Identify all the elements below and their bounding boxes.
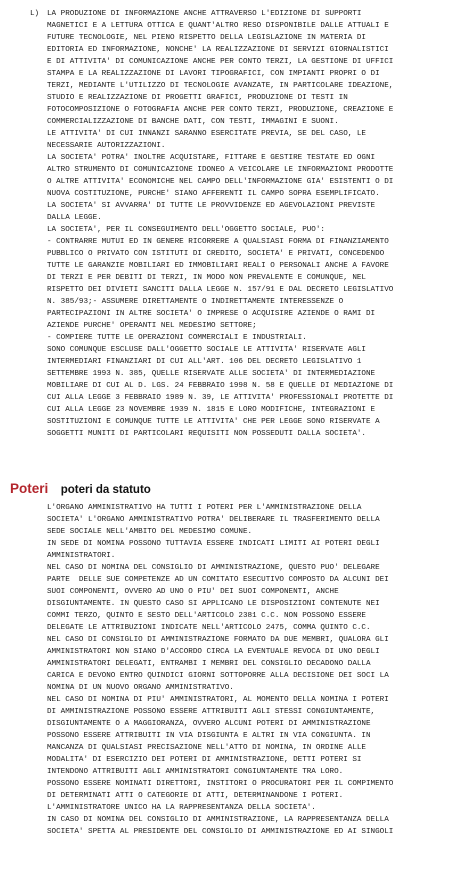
text-line: RISPETTO DEI DIVIETI SANCITI DALLA LEGGE N. 157/91 E DAL DECRETO LEGISLATIVO	[47, 286, 394, 294]
text-line: NEL CASO DI NOMINA DEL CONSIGLIO DI AMMINISTRAZIONE, QUESTO PUO' DELEGARE	[47, 564, 380, 572]
section-title: Poteri	[10, 481, 49, 496]
text-line: FOTOCOMPOSIZIONE O FOTOGRAFIA ANCHE PER CONTO TERZI, PRODUZIONE, CREAZIONE E	[47, 106, 394, 114]
text-line: O ALTRE ATTIVITA' ECONOMICHE NEL CAMPO DELL'INFORMAZIONE GIA' ESISTENTI O DI	[47, 178, 394, 186]
text-line: LA PRODUZIONE DI INFORMAZIONE ANCHE ATTRAVERSO L'EDIZIONE DI SUPPORTI	[47, 10, 362, 18]
text-line: FUTURE TECNOLOGIE, NEL PIENO RISPETTO DELLA LEGISLAZIONE IN MATERIA DI	[47, 34, 366, 42]
text-line: INTERMEDIARI FINANZIARI DI CUI ALL'ART. 106 DEL DECRETO LEGISLATIVO 1	[47, 358, 362, 366]
text-line: NEL CASO DI CONSIGLIO DI AMMINISTRAZIONE FORMATO DA DUE MEMBRI, QUALORA GLI	[47, 636, 389, 644]
text-line: MOBILIARE DI CUI AL D. LGS. 24 FEBBRAIO 1998 N. 58 E QUELLE DI MEDIAZIONE DI	[47, 382, 394, 390]
text-line: SETTEMBRE 1993 N. 385, QUELLE RISERVATE ALLE SOCIETA' DI INTERMEDIAZIONE	[47, 370, 376, 378]
object-clause-text	[47, 8, 393, 440]
text-line: - CONTRARRE MUTUI ED IN GENERE RICORRERE A QUALSIASI FORMA DI FINANZIAMENTO	[47, 238, 389, 246]
text-line: CARICA E DEVONO ENTRO QUINDICI GIORNI SOTTOPORRE ALLA DECISIONE DEI SOCI LA	[47, 672, 389, 680]
text-line: AZIENDE PURCHE' OPERANTI NEL MEDESIMO SETTORE;	[47, 322, 257, 330]
text-line: SOSTITUZIONI E COMUNQUE TUTTE LE ATTIVITA' CHE PER LEGGE SONO RISERVATE A	[47, 418, 380, 426]
text-line: SONO COMUNQUE ESCLUSE DALL'OGGETTO SOCIALE LE ATTIVITA' RISERVATE AGLI	[47, 346, 366, 354]
text-line: L'ORGANO AMMINISTRATIVO HA TUTTI I POTERI PER L'AMMINISTRAZIONE DELLA	[47, 504, 362, 512]
text-line: SOGGETTI MUNITI DI PARTICOLARI REQUISITI NON POSSEDUTI DALLA SOCIETA'.	[47, 430, 366, 438]
text-line: DI AMMINISTRAZIONE POSSONO ESSERE ATTRIBUITI AGLI STESSI CONGIUNTAMENTE,	[47, 708, 376, 716]
text-line: LA SOCIETA', PER IL CONSEGUIMENTO DELL'OGGETTO SOCIALE, PUO':	[47, 226, 325, 234]
text-line: MANCANZA DI QUALSIASI PRECISAZIONE NELL'ATTO DI NOMINA, IN ORDINE ALLE	[47, 744, 366, 752]
text-line: MAGNETICI E A LETTURA OTTICA E QUANT'ALTRO RESO DISPONIBILE DALLE ATTUALI E	[47, 22, 389, 30]
text-line: MODALITA' DI ESERCIZIO DEI POTERI DI AMMINISTRAZIONE, DETTI POTERI SI	[47, 756, 362, 764]
text-line: AMMINISTRATORI NON SIANO D'ACCORDO CIRCA LA EVENTUALE REVOCA DI UNO DEGLI	[47, 648, 380, 656]
text-line: STUDIO E REALIZZAZIONE DI PROGETTI GRAFICI, PRODUZIONE DI TESTI IN	[47, 94, 348, 102]
text-line: INTENDONO ATTRIBUITI AGLI AMMINISTRATORI CONGIUNTAMENTE TRA LORO.	[47, 768, 344, 776]
text-line: POSSONO ESSERE ATTRIBUITI IN VIA DISGIUNTA E ALTRI IN VIA CONGIUNTA. IN	[47, 732, 371, 740]
text-line: TUTTE LE GARANZIE MOBILIARI ED IMMOBILIARI REALI O PERSONALI ANCHE A FAVORE	[47, 262, 389, 270]
powers-clause-text	[47, 502, 393, 838]
text-line: L'AMMINISTRATORE UNICO HA LA RAPPRESENTANZA DELLA SOCIETA'.	[47, 804, 316, 812]
text-line: N. 385/93;- ASSUMERE DIRETTAMENTE O INDIRETTAMENTE INTERESSENZE O	[47, 298, 344, 306]
text-line: IN CASO DI NOMINA DEL CONSIGLIO DI AMMINISTRAZIONE, LA RAPPRESENTANZA DELLA	[47, 816, 389, 824]
text-line: LA SOCIETA' SI AVVARRA' DI TUTTE LE PROVVIDENZE ED AGEVOLAZIONI PREVISTE	[47, 202, 376, 210]
text-line: SEDE SOCIALE NELL'AMBITO DEL MEDESIMO COMUNE.	[47, 528, 253, 536]
text-line: EDITORIA ED INFORMAZIONE, NONCHE' LA REALIZZAZIONE DI SERVIZI GIORNALISTICI	[47, 46, 389, 54]
text-line: NECESSARIE AUTORIZZAZIONI.	[47, 142, 166, 150]
text-line: DISGIUNTAMENTE. IN QUESTO CASO SI APPLICANO LE DISPOSIZIONI CONTENUTE NEI	[47, 600, 380, 608]
text-line: SUOI COMPONENTI, OVVERO AD UNO O PIU' DEI SUOI COMPONENTI, ANCHE	[47, 588, 339, 596]
text-line: LA SOCIETA' POTRA' INOLTRE ACQUISTARE, FITTARE E GESTIRE TESTATE ED OGNI	[47, 154, 376, 162]
text-line: SOCIETA' L'ORGANO AMMINISTRATIVO POTRA' DELIBERARE IL TRASFERIMENTO DELLA	[47, 516, 380, 524]
text-line: CUI ALLA LEGGE 23 NOVEMBRE 1939 N. 1815 E LORO MODIFICHE, INTEGRAZIONI E	[47, 406, 376, 414]
text-line: POSSONO ESSERE NOMINATI DIRETTORI, INSTITORI O PROCURATORI PER IL COMPIMENTO	[47, 780, 394, 788]
text-line: NOMINA DI UN NUOVO ORGANO AMMINISTRATIVO.	[47, 684, 234, 692]
text-line: IN SEDE DI NOMINA POSSONO TUTTAVIA ESSERE INDICATI LIMITI AI POTERI DEGLI	[47, 540, 380, 548]
text-line: SOCIETA' SPETTA AL PRESIDENTE DEL CONSIGLIO DI AMMINISTRAZIONE ED AI SINGOLI	[47, 828, 394, 836]
text-line: STAMPA E LA REALIZZAZIONE DI LAVORI TIPOGRAFICI, CON IMPIANTI PROPRI O DI	[47, 70, 380, 78]
text-line: AMMINISTRATORI DELEGATI, ENTRAMBI I MEMBRI DEL CONSIGLIO DECADONO DALLA	[47, 660, 371, 668]
text-line: CUI ALLA LEGGE 3 FEBBRAIO 1989 N. 39, LE ATTIVITA' PROFESSIONALI PROTETTE DI	[47, 394, 394, 402]
text-line: PUBBLICO O PRIVATO CON ISTITUTI DI CREDITO, SOCIETA' E PRIVATI, CONCEDENDO	[47, 250, 385, 258]
text-line: NUOVA COSTITUZIONE, PURCHE' SIANO AFFERENTI IL CAMPO SOPRA ESEMPLIFICATO.	[47, 190, 380, 198]
text-line: DI TERZI E PER DEBITI DI TERZI, IN MODO NON PREVALENTE E COMUNQUE, NEL	[47, 274, 366, 282]
text-line: - COMPIERE TUTTE LE OPERAZIONI COMMERCIALI E INDUSTRIALI.	[47, 334, 307, 342]
section-header	[10, 480, 151, 498]
text-line: AMMINISTRATORI.	[47, 552, 116, 560]
text-line: PARTE DELLE SUE COMPETENZE AD UN COMITATO ESECUTIVO COMPOSTO DA ALCUNI DEI	[47, 576, 389, 584]
text-line: TERZI, MEDIANTE L'UTILIZZO DI TECNOLOGIE AVANZATE, IN PARTICOLARE IDEAZIONE,	[47, 82, 394, 90]
list-marker: L)	[30, 10, 40, 18]
section-subtitle: poteri da statuto	[60, 484, 151, 496]
text-line: COMMI TERZO, QUINTO E SESTO DELL'ARTICOLO 2381 C.C. NON POSSONO ESSERE	[47, 612, 366, 620]
text-line: NEL CASO DI NOMINA DI PIU' AMMINISTRATORI, AL MOMENTO DELLA NOMINA I POTERI	[47, 696, 389, 704]
text-line: PARTECIPAZIONI IN ALTRE SOCIETA' O IMPRESE O ACQUISIRE AZIENDE O RAMI DI	[47, 310, 376, 318]
text-line: LE ATTIVITA' DI CUI INNANZI SARANNO ESERCITATE PREVIA, SE DEL CASO, LE	[47, 130, 366, 138]
text-line: COMMERCIALIZZAZIONE DI BANCHE DATI, CON TESTI, IMMAGINI E SUONI.	[47, 118, 339, 126]
text-line: ALTRO STRUMENTO DI COMUNICAZIONE IDONEO A VEICOLARE LE INFORMAZIONI PRODOTTE	[47, 166, 394, 174]
text-line: DI DETERMINATI ATTI O CATEGORIE DI ATTI, DETERMINANDONE I POTERI.	[47, 792, 344, 800]
text-line: DISGIUNTAMENTE O A MAGGIORANZA, OVVERO ALCUNI POTERI DI AMMINISTRAZIONE	[47, 720, 371, 728]
text-line: DELEGATE LE ATTRIBUZIONI INDICATE NELL'ARTICOLO 2475, COMMA QUINTO C.C.	[47, 624, 371, 632]
text-line: DALLA LEGGE.	[47, 214, 102, 222]
text-line: E DI ATTIVITA' DI COMUNICAZIONE ANCHE PER CONTO TERZI, LA GESTIONE DI UFFICI	[47, 58, 394, 66]
